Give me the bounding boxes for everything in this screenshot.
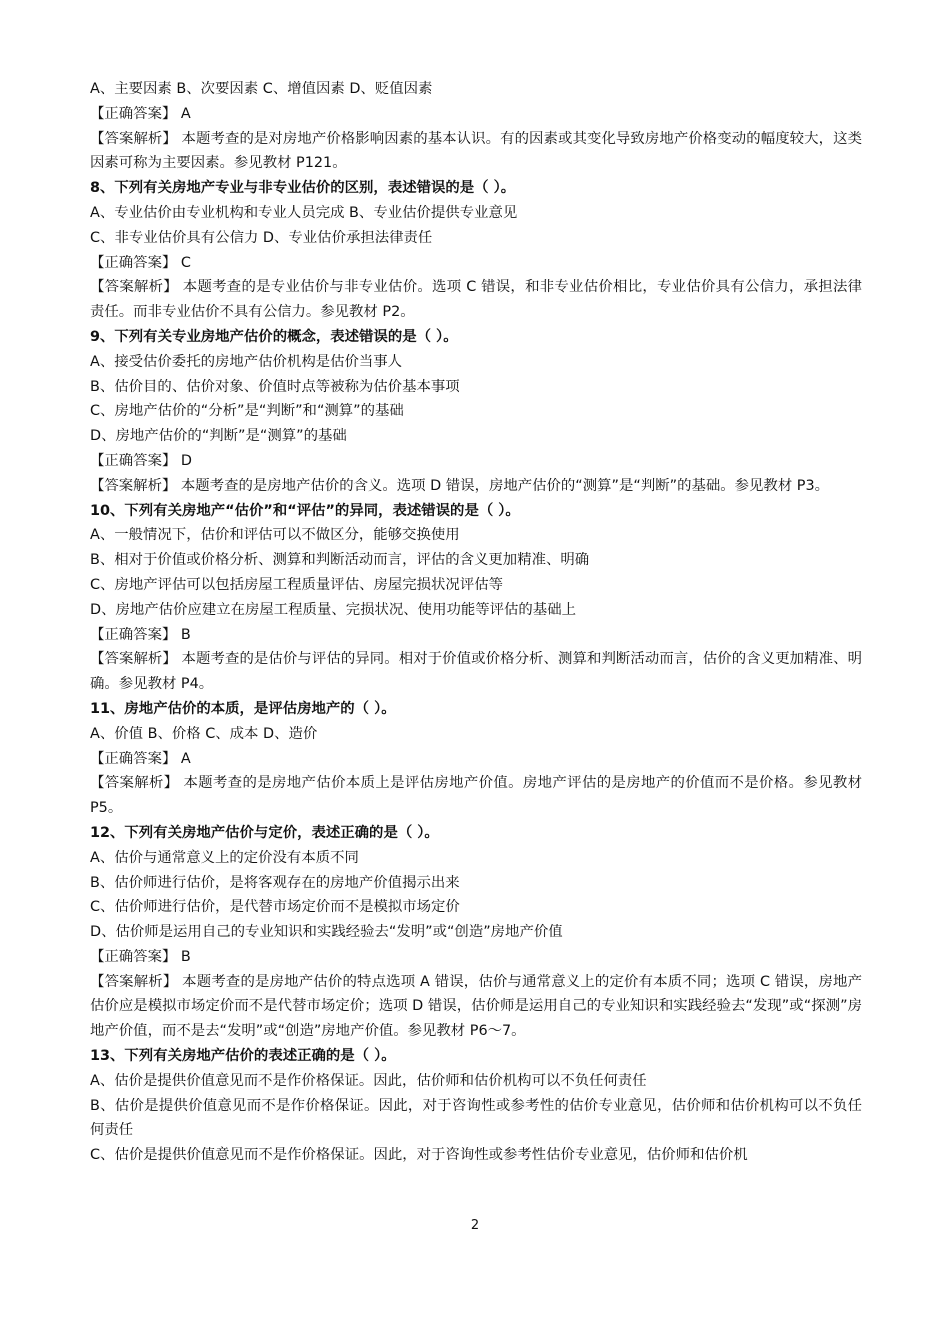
question-10-title: 10、下列有关房地产“估价”和“评估”的异同，表述错误的是（ ）。	[90, 502, 520, 519]
question-13-option-c: C、估价是提供价值意见而不是作价格保证。因此，对于咨询性或参考性估价专业意见，估价师和估价机	[90, 1147, 748, 1164]
question-9-title: 9、下列有关专业房地产估价的概念，表述错误的是（ ）。	[90, 328, 458, 345]
question-11-explanation: 【答案解析】 本题考查的是房地产估价本质上是评估房地产价值。房地产评估的是房地产的价值而不是价格。参见教材 P5。	[90, 775, 862, 817]
question-10-option-c: C、房地产评估可以包括房屋工程质量评估、房屋完损状况评估等	[90, 576, 503, 593]
question-11-options: A、价值 B、价格 C、成本 D、造价	[90, 725, 318, 742]
question-12-title: 12、下列有关房地产估价与定价，表述正确的是（ ）。	[90, 824, 439, 841]
question-12-option-c: C、估价师进行估价，是代替市场定价而不是模拟市场定价	[90, 899, 460, 916]
question-11-answer: 【正确答案】 A	[90, 750, 191, 767]
question-8-title: 8、下列有关房地产专业与非专业估价的区别，表述错误的是（ ）。	[90, 180, 516, 197]
question-7-explanation: 【答案解析】 本题考查的是对房地产价格影响因素的基本认识。有的因素或其变化导致房地产价格变动的幅度较大，这类因素可称为主要因素。参见教材 P121。	[90, 130, 862, 172]
question-9-option-b: B、估价目的、估价对象、价值时点等被称为估价基本事项	[90, 378, 460, 395]
question-12-explanation: 【答案解析】 本题考查的是房地产估价的特点选项 A 错误，估价与通常意义上的定价有本质不同；选项 C 错误，房地产估价应是模拟市场定价而不是代替市场定价；选项 D 错误，估价师是运用自己的专业知识和实践经验去“发现”或“探测”房地产价值，而不是去“发明”或“创造”房地产价值。参见教材 P6～7。	[90, 973, 862, 1040]
question-10-option-d: D、房地产估价应建立在房屋工程质量、完损状况、使用功能等评估的基础上	[90, 601, 576, 618]
question-13-option-a: A、估价是提供价值意见而不是作价格保证。因此，估价师和估价机构可以不负任何责任	[90, 1072, 647, 1089]
question-8-options-ab: A、专业估价由专业机构和专业人员完成 B、专业估价提供专业意见	[90, 204, 518, 221]
question-9-explanation: 【答案解析】 本题考查的是房地产估价的含义。选项 D 错误，房地产估价的“测算”是“判断”的基础。参见教材 P3。	[90, 477, 830, 494]
question-10-option-b: B、相对于价值或价格分析、测算和判断活动而言，评估的含义更加精准、明确	[90, 552, 590, 569]
question-12-option-b: B、估价师进行估价，是将客观存在的房地产价值揭示出来	[90, 874, 460, 891]
question-12-option-a: A、估价与通常意义上的定价没有本质不同	[90, 849, 359, 866]
question-7-options: A、主要因素 B、次要因素 C、增值因素 D、贬值因素	[90, 81, 433, 97]
question-9-answer: 【正确答案】 D	[90, 452, 192, 469]
question-12-answer: 【正确答案】 B	[90, 948, 191, 965]
question-13-title: 13、下列有关房地产估价的表述正确的是（ ）。	[90, 1048, 396, 1065]
question-7-answer: 【正确答案】 A	[90, 105, 191, 122]
question-11-title: 11、房地产估价的本质，是评估房地产的（ ）。	[90, 700, 396, 717]
question-9-option-a: A、接受估价委托的房地产估价机构是估价当事人	[90, 353, 403, 370]
page-number: 2	[470, 1218, 480, 1233]
question-9-option-d: D、房地产估价的“判断”是“测算”的基础	[90, 428, 347, 445]
question-9-option-c: C、房地产估价的“分析”是“判断”和“测算”的基础	[90, 403, 404, 420]
question-13-option-b: B、估价是提供价值意见而不是作价格保证。因此，对于咨询性或参考性的估价专业意见，估价师和估价机构可以不负任何责任	[90, 1097, 862, 1139]
document-body	[90, 77, 862, 1168]
question-12-option-d: D、估价师是运用自己的专业知识和实践经验去“发明”或“创造”房地产价值	[90, 924, 563, 941]
question-8-options-cd: C、非专业估价具有公信力 D、专业估价承担法律责任	[90, 229, 433, 246]
question-10-option-a: A、一般情况下，估价和评估可以不做区分，能够交换使用	[90, 527, 460, 544]
question-8-explanation: 【答案解析】 本题考查的是专业估价与非专业估价。选项 C 错误，和非专业估价相比，专业估价具有公信力，承担法律责任。而非专业估价不具有公信力。参见教材 P2。	[90, 279, 862, 321]
question-8-answer: 【正确答案】 C	[90, 254, 191, 271]
question-10-explanation: 【答案解析】 本题考查的是估价与评估的异同。相对于价值或价格分析、测算和判断活动而言，估价的含义更加精准、明确。参见教材 P4。	[90, 651, 862, 693]
question-10-answer: 【正确答案】 B	[90, 626, 191, 643]
